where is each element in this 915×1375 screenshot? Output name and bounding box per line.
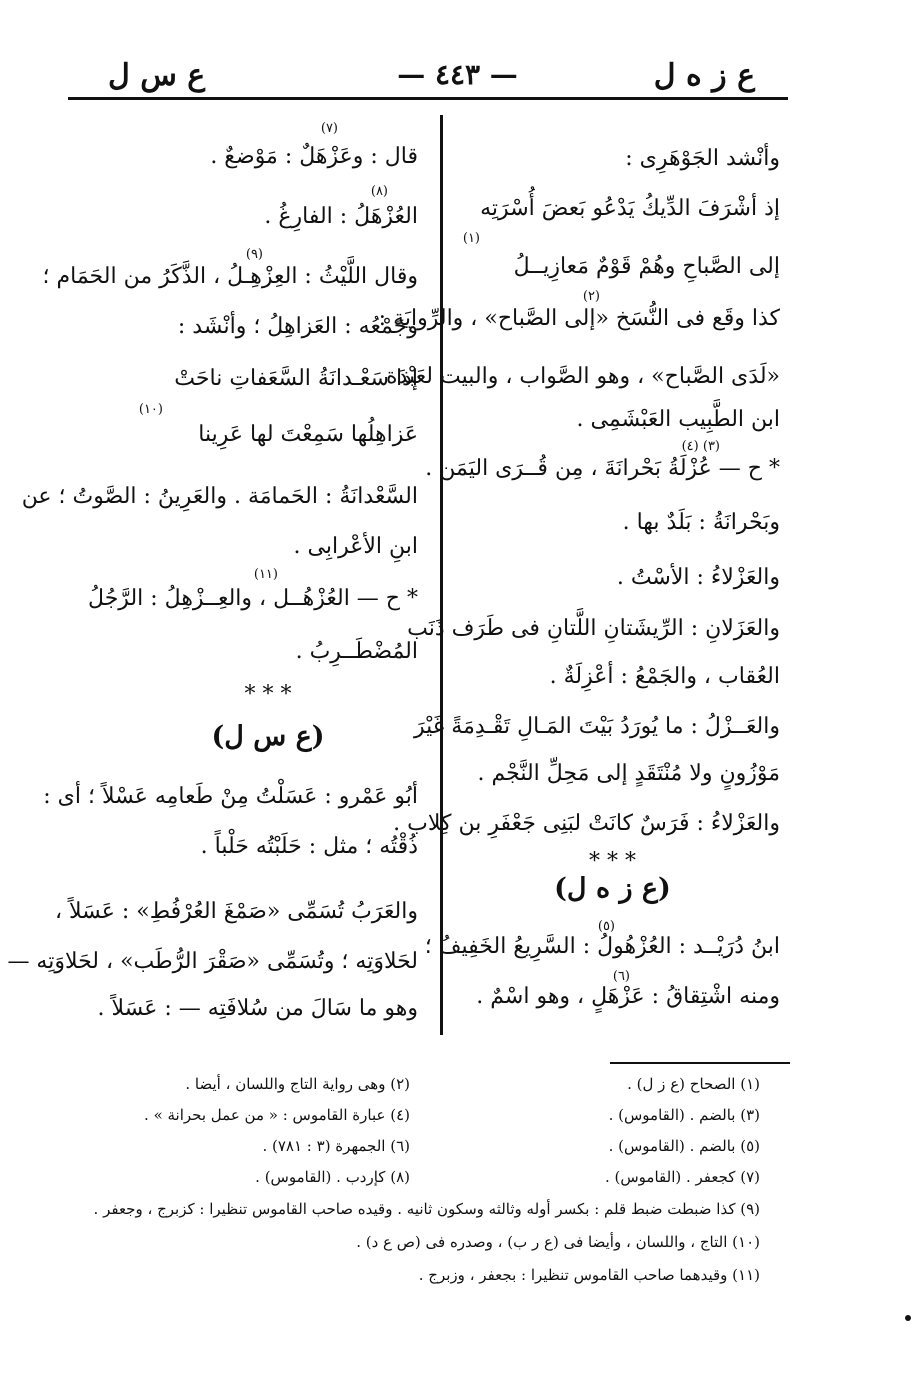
page-number: — ٤٤٣ — (397, 58, 518, 91)
running-header-right-root: ع ز ه ل (653, 58, 755, 93)
verse-line: إلى الصَّباحِ وهُمْ قَوْمٌ مَعازِيــلُ (513, 254, 780, 279)
footnote-marker: (٩) (245, 247, 263, 262)
text-line: * ح — عُزْلَةُ بَحْرانَةَ ، مِن قُــرَى اليَمَن . (425, 456, 780, 481)
text-line: مَوْزُونٍ ولا مُنْتَقَدٍ إلى مَحِلِّ النَّجْم . (477, 761, 780, 786)
text-line: المُضْطَــرِبُ . (295, 639, 418, 664)
text-line: ومنه اشْتِقاقُ : عَزْهَلٍ ، وهو اسْمٌ . (476, 984, 780, 1009)
footnote: (٦) الجمهرة (٣ : ٧٨١) . (262, 1137, 410, 1155)
margin-mark (905, 1315, 911, 1321)
text-line: والعَــزْلُ : ما يُورَدُ بَيْتَ المَـالِ تَقْـدِمَةً غَيْرَ (414, 714, 780, 739)
footnote-marker: (٣) (٤) (681, 439, 720, 454)
verse-line: إذا سَعْـدانَةُ السَّعَفاتِ ناحَتْ (174, 366, 418, 391)
footnote: (٤) عبارة القاموس : « من عمل بحرانة » . (144, 1106, 410, 1124)
text-line: قال : وعَزْهَلٌ : مَوْضعٌ . (210, 144, 418, 169)
footnote: (٢) وهى رواية التاج واللسان ، أيضا . (185, 1075, 410, 1093)
footnote-marker: (٧) (320, 121, 338, 136)
section-heading: (ع ز ه ل) (554, 873, 671, 904)
text-line: وأنْشد الجَوْهَرِى : (625, 146, 780, 171)
section-separator: * * * (244, 682, 292, 707)
running-header-left-root: ع س ل (108, 58, 206, 93)
text-line: ابنِ الأعْرابِى . (293, 534, 418, 559)
text-line: أبُو عَمْرو : عَسَلْتُ مِنْ طَعامِه عَسْلاً ؛ أى : (43, 784, 418, 809)
text-line: وجَمْعُه : العَزاهِلُ ؛ وأنْشَد : (177, 314, 418, 339)
column-divider (440, 115, 443, 1035)
text-line: ذُقْتُه ؛ مثل : حَلَبْتُه حَلْباً . (200, 834, 418, 859)
text-line: وهو ما سَالَ من سُلافَتِه — : عَسَلاً . (97, 996, 418, 1021)
text-line: ابن الطَّبِيب العَبْشَمِى . (576, 407, 780, 432)
text-line: والعَزْلاءُ : فَرَسٌ كانَتْ لبَنِى جَعْفَرِ بن كِلاب . (393, 811, 780, 836)
footnote: (١) الصحاح (ع ز ل) . (627, 1075, 760, 1093)
text-line: والعَزْلاءُ : الأسْتُ . (616, 565, 780, 590)
text-line: * ح — العُزْهُــل ، والعِــزْهِلُ : الرَّجُلُ (88, 586, 418, 611)
footnote-marker: (١) (462, 231, 480, 246)
footnote: (٨) كإردب . (القاموس) . (255, 1168, 410, 1186)
text-line: وقال اللَّيْثُ : العِزْهِـلُ ، الذَّكَرُ من الحَمَام ؛ (42, 264, 418, 289)
footnote: (٧) كجعفر . (القاموس) . (604, 1168, 760, 1186)
text-line: والعَزَلانِ : الرِّيشَتانِ اللَّتانِ فى طَرَف ذَنَب (407, 616, 780, 641)
footnote: (١٠) التاج ، واللسان ، وأيضا فى (ع ر ب) ، وصدره فى (ص ع د) . (356, 1233, 760, 1251)
text-line: العُزْهَلُ : الفارِغُ . (264, 204, 418, 229)
footnote: (١١) وقيدهما صاحب القاموس تنظيرا : بجعفر ، وزبرج . (418, 1266, 760, 1284)
footnote-marker: (٥) (597, 919, 615, 934)
text-line: العُقاب ، والجَمْعُ : أعْزِلَةٌ . (549, 664, 780, 689)
footnote-marker: (٨) (370, 184, 388, 199)
footnote-marker: (١١) (253, 567, 278, 582)
header-rule (68, 97, 788, 100)
text-line: والعَرَبُ تُسَمِّى «صَمْغَ العُرْفُطِ» : عَسَلاً ، (54, 899, 418, 924)
text-line: ابنُ دُرَيْــد : العُزْهُولُ : السَّرِيعُ الخَفِيفُ ؛ (424, 934, 780, 959)
verse-line: عَزاهِلُها سَمِعْتَ لها عَرِينا (198, 422, 418, 447)
text-line: «لَدَى الصَّباح» ، وهو الصَّواب ، والبيت لعَبْدَة (385, 364, 780, 389)
text-line: وبَحْرانَةُ : بَلَدٌ بها . (622, 510, 780, 535)
text-line: لحَلاوَتِه ؛ وتُسَمِّى «صَقْرَ الرُّطَب» ، لحَلاوَتِه — (7, 949, 418, 974)
footnote-marker: (٢) (582, 289, 600, 304)
section-heading: (ع س ل) (211, 721, 325, 752)
footnote-marker: (١٠) (138, 402, 163, 417)
text-line: السَّعْدانَةُ : الحَمامَة . والعَرِينُ : الصَّوتُ ؛ عن (21, 484, 418, 509)
footnote: (٣) بالضم . (القاموس) . (608, 1106, 760, 1124)
verse-line: إذ أشْرَفَ الدِّيكُ يَدْعُو بَعضَ أُسْرَتِه (480, 196, 780, 221)
text-line: كذا وقَع فى النُّسَخ «إلى الصَّباح» ، والرِّوايَة : (378, 306, 780, 331)
footnote-rule (610, 1062, 790, 1064)
section-separator: * * * (589, 849, 636, 874)
footnote: (٥) بالضم . (القاموس) . (608, 1137, 760, 1155)
footnote-marker: (٦) (612, 969, 630, 984)
footnote: (٩) كذا ضبطت ضبط قلم : بكسر أوله وثالثه وسكون ثانيه . وقيده صاحب القاموس تنظيرا : كزبرج ، وجعفر . (93, 1200, 760, 1218)
